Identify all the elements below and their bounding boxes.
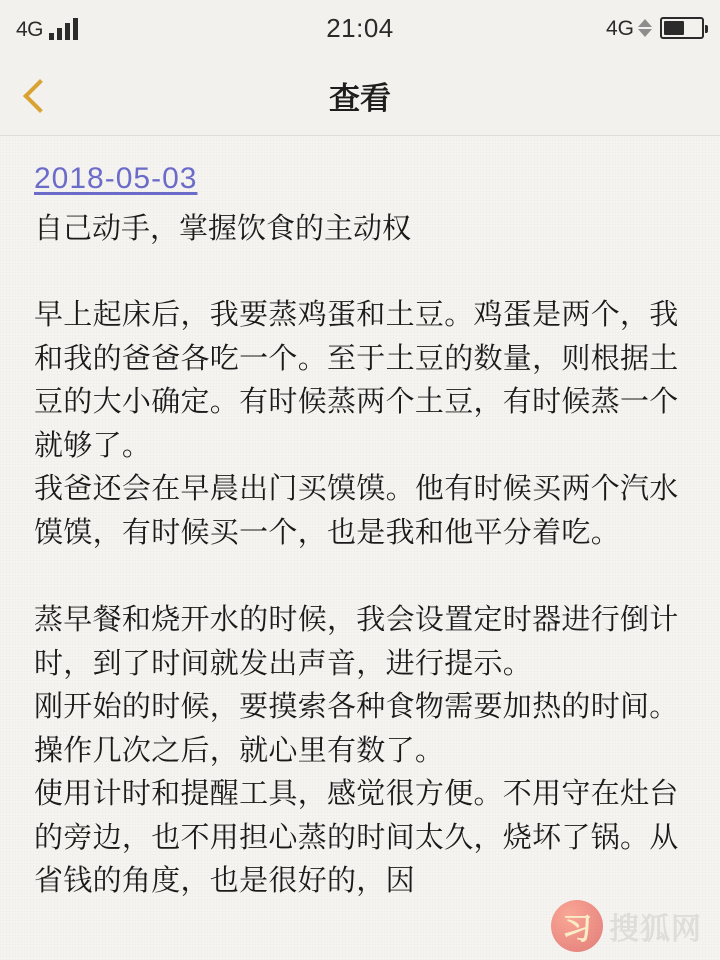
article-subtitle: 自己动手，掌握饮食的主动权 xyxy=(34,213,412,245)
article-date-link[interactable]: 2018-05-03 xyxy=(34,162,198,195)
battery-icon xyxy=(660,17,704,39)
page-title: 查看 xyxy=(329,81,391,116)
article-paragraph: 使用计时和提醒工具，感觉很方便。不用守在灶台的旁边，也不用担心蒸的时间太久，烧坏了锅。从省钱的角度，也是很好的，因 xyxy=(34,778,679,898)
back-chevron-icon xyxy=(23,79,57,113)
article-paragraph: 我爸还会在早晨出门买馍馍。他有时候买两个汽水馍馍，有时候买一个，也是我和他平分着吃。 xyxy=(34,473,679,549)
network-type-label-right: 4G xyxy=(605,16,634,40)
network-type-label: 4G xyxy=(16,18,44,41)
article-paragraph: 蒸早餐和烧开水的时候，我会设置定时器进行倒计时，到了时间就发出声音，进行提示。 xyxy=(34,604,679,680)
article-paragraph: 刚开始的时候，要摸索各种食物需要加热的时间。操作几次之后，就心里有数了。 xyxy=(34,691,679,767)
watermark-label: 搜狐网 xyxy=(609,913,702,946)
article-content[interactable] xyxy=(0,136,720,960)
back-button[interactable] xyxy=(0,56,72,136)
sohu-logo-icon: 习 xyxy=(551,900,603,952)
nav-bar xyxy=(0,56,720,136)
watermark xyxy=(551,900,702,952)
status-bar-clock: 21:04 xyxy=(326,12,394,43)
article-paragraph: 早上起床后，我要蒸鸡蛋和土豆。鸡蛋是两个，我和我的爸爸各吃一个。至于土豆的数量，则根据土豆的大小确定。有时候蒸两个土豆，有时候蒸一个就够了。 xyxy=(34,299,679,462)
status-bar xyxy=(0,0,720,56)
